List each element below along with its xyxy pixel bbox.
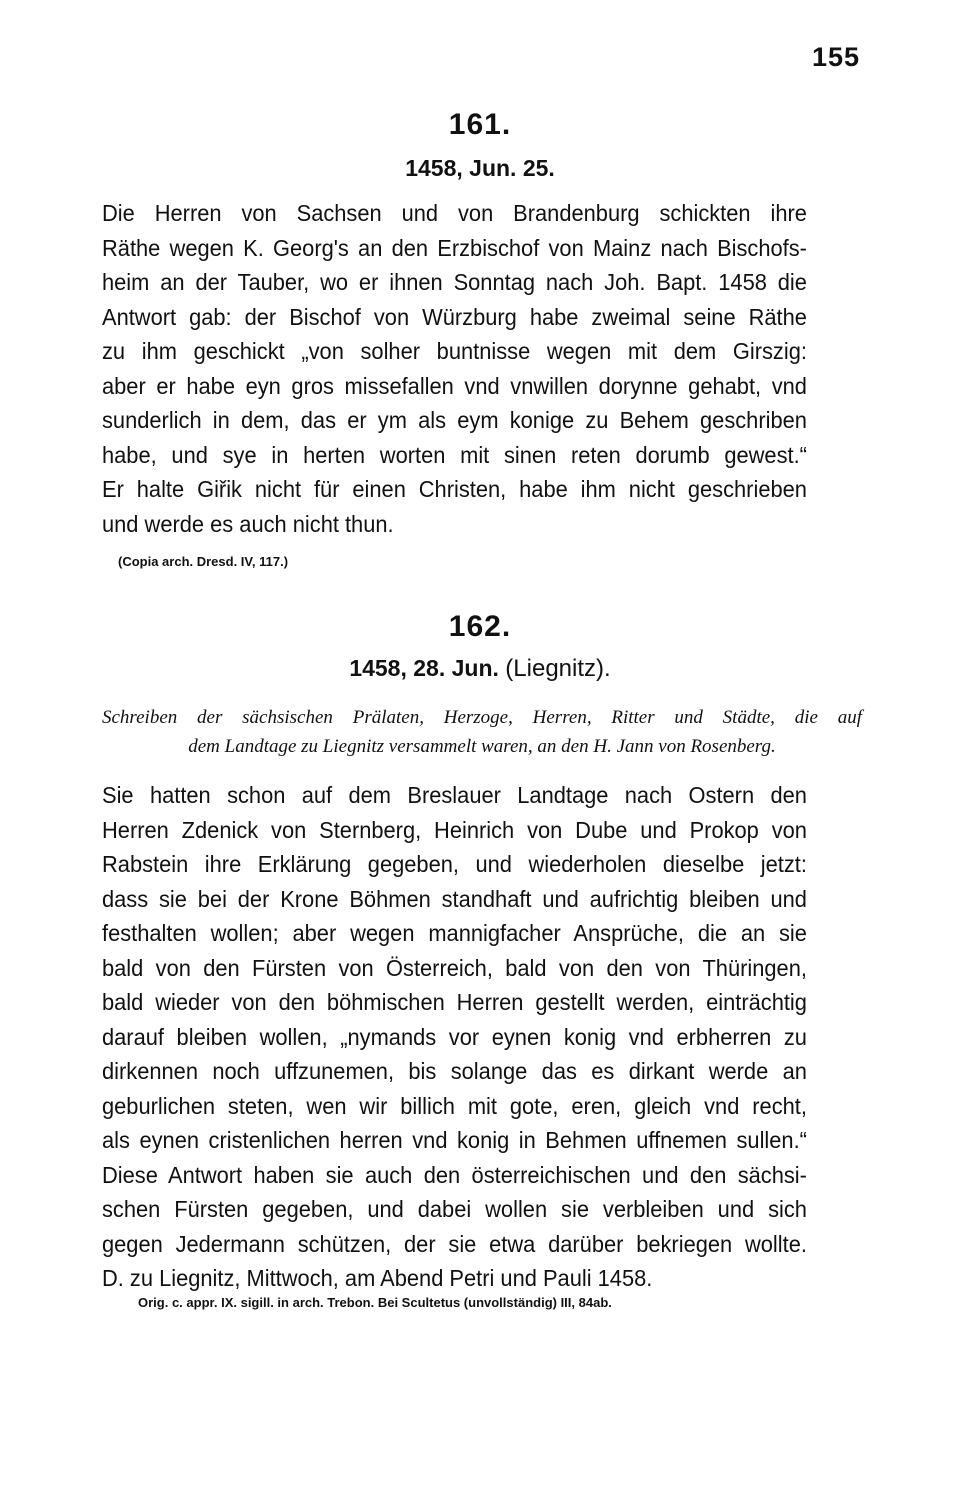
page-number: 155 [811, 42, 860, 72]
text-line: dirkennen noch uffzunemen, bis solange das es dirkant werde an [102, 1058, 807, 1084]
entry-161-body [102, 196, 807, 541]
text-line: D. zu Liegnitz, Mittwoch, am Abend Petri und Pauli 1458. [102, 1265, 653, 1291]
text-line: Sie hatten schon auf dem Breslauer Landtage nach Ostern den [102, 782, 807, 808]
text-line: gegen Jedermann schützen, der sie etwa darüber bekriegen wollte. [102, 1230, 807, 1257]
entry-162-place: (Liegnitz). [505, 655, 611, 682]
heading-line: Schreiben der sächsischen Prälaten, Herzoge, Herren, Ritter und Städte, die auf [102, 707, 862, 728]
text-line: aber er habe eyn gros missefallen vnd vnwillen dorynne gehabt, vnd [102, 372, 807, 399]
entry-162-date: 1458, 28. Jun. [349, 655, 499, 681]
text-line: Räthe wegen K. Georg's an den Erzbischof von Mainz nach Bischofs- [102, 234, 807, 261]
text-line: darauf bleiben wollen, „nymands vor eynen konig vnd erbherren zu [102, 1023, 807, 1050]
text-line: schen Fürsten gegeben, und dabei wollen sie verbleiben und sich [102, 1196, 807, 1222]
text-line: bald wieder von den böhmischen Herren gestellt werden, einträchtig [102, 989, 807, 1015]
text-line: bald von den Fürsten von Österreich, bald von den von Thüringen, [102, 954, 807, 981]
text-line: als eynen cristenlichen herren vnd konig in Behmen uffnemen sullen.“ [102, 1127, 807, 1153]
text-line: Er halte Giřik nicht für einen Christen, habe ihm nicht geschrieben [102, 476, 807, 502]
text-line: und werde es auch nicht thun. [102, 510, 394, 537]
entry-161-date: 1458, Jun. 25. [405, 155, 555, 181]
text-line: habe, und sye in herten worten mit sinen reten dorumb gewest.“ [102, 441, 807, 468]
text-line: Rabstein ihre Erklärung gegeben, und wiederholen dieselbe jetzt: [102, 851, 807, 877]
entry-162-number: 162. [448, 610, 512, 643]
text-line: Diese Antwort haben sie auch den österreichischen und den sächsi- [102, 1161, 807, 1188]
heading-line: dem Landtage zu Liegnitz versammelt waren, an den H. Jann von Rosenberg. [188, 736, 776, 757]
entry-161-number: 161. [448, 108, 512, 141]
text-line: heim an der Tauber, wo er ihnen Sonntag nach Joh. Bapt. 1458 die [102, 269, 807, 295]
text-line: zu ihm geschickt „von solher buntnisse wegen mit dem Girszig: [102, 338, 807, 364]
text-line: geburlichen steten, wen wir billich mit gote, eren, gleich vnd recht, [102, 1092, 807, 1119]
entry-162-date-line [0, 655, 960, 683]
text-line: Herren Zdenick von Sternberg, Heinrich von Dube und Prokop von [102, 816, 807, 843]
text-line: Antwort gab: der Bischof von Würzburg habe zweimal seine Räthe [102, 303, 807, 330]
text-line: festhalten wollen; aber wegen mannigfacher Ansprüche, die an sie [102, 920, 807, 946]
text-line: dass sie bei der Krone Böhmen standhaft und aufrichtig bleiben und [102, 885, 807, 912]
text-line: sunderlich in dem, das er ym als eym konige zu Behem geschriben [102, 407, 807, 433]
entry-162-source: Orig. c. appr. IX. sigill. in arch. Trebon. Bei Scultetus (unvollständig) III, 84ab. [138, 1295, 612, 1310]
entry-161-source: (Copia arch. Dresd. IV, 117.) [118, 554, 289, 569]
entry-162-heading [102, 703, 862, 761]
text-line: Die Herren von Sachsen und von Brandenburg schickten ihre [102, 200, 807, 226]
entry-162-body [102, 778, 807, 1296]
